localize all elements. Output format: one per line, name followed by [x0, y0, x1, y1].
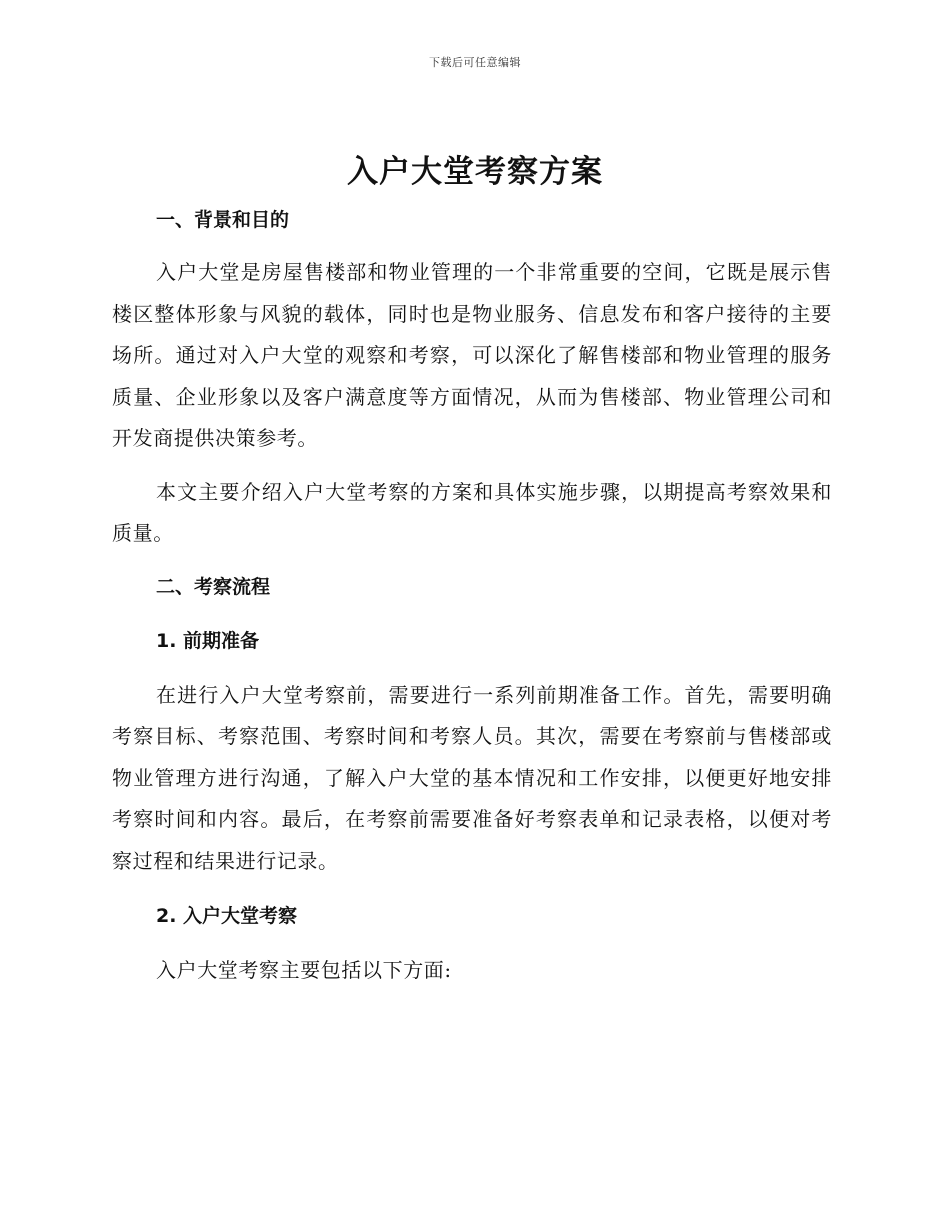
subsection-heading-preparation: 1. 前期准备 [156, 629, 260, 652]
document-title: 入户大堂考察方案 [347, 154, 603, 190]
subsection-heading-lobby-inspection: 2. 入户大堂考察 [156, 905, 298, 927]
paragraph-lobby-inspection: 入户大堂考察主要包括以下方面: [156, 958, 452, 982]
paragraph-intro: 本文主要介绍入户大堂考察的方案和具体实施步骤，以期提高考察效果和质量。 [112, 479, 832, 545]
paragraph-preparation: 在进行入户大堂考察前，需要进行一系列前期准备工作。首先，需要明确考察目标、考察范围、考察时间和考察人员。其次，需要在考察前与售楼部或物业管理方进行沟通，了解入户大堂的基本情况和工作安排，以便更好地安排考察时间和内容。最后，在考察前需要准备好考察表单和记录表格，以便对考察过程和结果进行记录。 [112, 682, 832, 873]
section-heading-process: 二、考察流程 [156, 575, 271, 598]
section-heading-background: 一、背景和目的 [156, 209, 290, 231]
page-header-note: 下载后可任意编辑 [429, 56, 521, 69]
document-body [112, 200, 832, 992]
paragraph-background: 入户大堂是房屋售楼部和物业管理的一个非常重要的空间，它既是展示售楼区整体形象与风貌的载体，同时也是物业服务、信息发布和客户接待的主要场所。通过对入户大堂的观察和考察，可以深化了解售楼部和物业管理的服务质量、企业形象以及客户满意度等方面情况，从而为售楼部、物业管理公司和开发商提供决策参考。 [112, 260, 832, 450]
